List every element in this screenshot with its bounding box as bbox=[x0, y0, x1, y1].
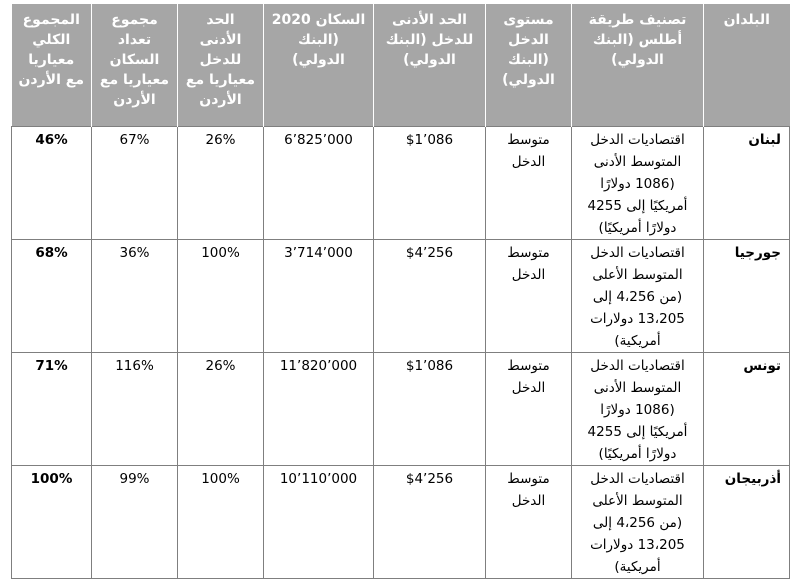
cell-classification: اقتصاديات الدخل المتوسط الأعلى (من 4،256 إلى 13،205 دولارات أمريكية) bbox=[572, 466, 704, 579]
header-grand-total-std: المجموع الكلي معياريا مع الأردن bbox=[12, 4, 92, 127]
header-row bbox=[12, 4, 790, 127]
cell-classification: اقتصاديات الدخل المتوسط الأدنى (1086 دولارًا أمريكيًا إلى 4255 دولارًا أمريكيًا) bbox=[572, 353, 704, 466]
header-min-income-std: الحد الأدنى للدخل معياريا مع الأردن bbox=[178, 4, 264, 127]
table-row bbox=[12, 240, 790, 353]
cell-country: تونس bbox=[704, 353, 790, 466]
cell-pop-total-std: 36% bbox=[92, 240, 178, 353]
cell-population: 11’820’000 bbox=[264, 353, 374, 466]
table-row bbox=[12, 353, 790, 466]
cell-income-level: متوسط الدخل bbox=[486, 353, 572, 466]
cell-grand-total-std: 46% bbox=[12, 127, 92, 240]
cell-population: 10’110’000 bbox=[264, 466, 374, 579]
cell-min-income: $1’086 bbox=[374, 127, 486, 240]
header-country: البلدان bbox=[704, 4, 790, 127]
cell-min-income-std: 100% bbox=[178, 240, 264, 353]
cell-grand-total-std: 68% bbox=[12, 240, 92, 353]
income-population-table-container bbox=[11, 4, 789, 579]
cell-grand-total-std: 71% bbox=[12, 353, 92, 466]
cell-population: 3’714’000 bbox=[264, 240, 374, 353]
cell-income-level: متوسط الدخل bbox=[486, 466, 572, 579]
cell-country: أذربيجان bbox=[704, 466, 790, 579]
cell-classification: اقتصاديات الدخل المتوسط الأعلى (من 4،256 إلى 13،205 دولارات أمريكية) bbox=[572, 240, 704, 353]
table-row bbox=[12, 466, 790, 579]
cell-population: 6’825’000 bbox=[264, 127, 374, 240]
cell-grand-total-std: 100% bbox=[12, 466, 92, 579]
header-min-income: الحد الأدنى للدخل (البنك الدولي) bbox=[374, 4, 486, 127]
cell-classification: اقتصاديات الدخل المتوسط الأدنى (1086 دولارًا أمريكيًا إلى 4255 دولارًا أمريكيًا) bbox=[572, 127, 704, 240]
cell-min-income-std: 100% bbox=[178, 466, 264, 579]
income-population-table bbox=[11, 4, 790, 579]
cell-income-level: متوسط الدخل bbox=[486, 240, 572, 353]
cell-country: جورجيا bbox=[704, 240, 790, 353]
cell-pop-total-std: 116% bbox=[92, 353, 178, 466]
cell-pop-total-std: 67% bbox=[92, 127, 178, 240]
cell-min-income-std: 26% bbox=[178, 353, 264, 466]
header-population: السكان 2020 (البنك الدولي) bbox=[264, 4, 374, 127]
cell-min-income: $4’256 bbox=[374, 466, 486, 579]
cell-income-level: متوسط الدخل bbox=[486, 127, 572, 240]
header-pop-total-std: مجموع تعداد السكان معياريا مع الأردن bbox=[92, 4, 178, 127]
table-row bbox=[12, 127, 790, 240]
header-classification: تصنيف طريقة أطلس (البنك الدولي) bbox=[572, 4, 704, 127]
cell-country: لبنان bbox=[704, 127, 790, 240]
header-income-level: مستوى الدخل (البنك الدولي) bbox=[486, 4, 572, 127]
cell-min-income: $1’086 bbox=[374, 353, 486, 466]
cell-pop-total-std: 99% bbox=[92, 466, 178, 579]
cell-min-income: $4’256 bbox=[374, 240, 486, 353]
cell-min-income-std: 26% bbox=[178, 127, 264, 240]
